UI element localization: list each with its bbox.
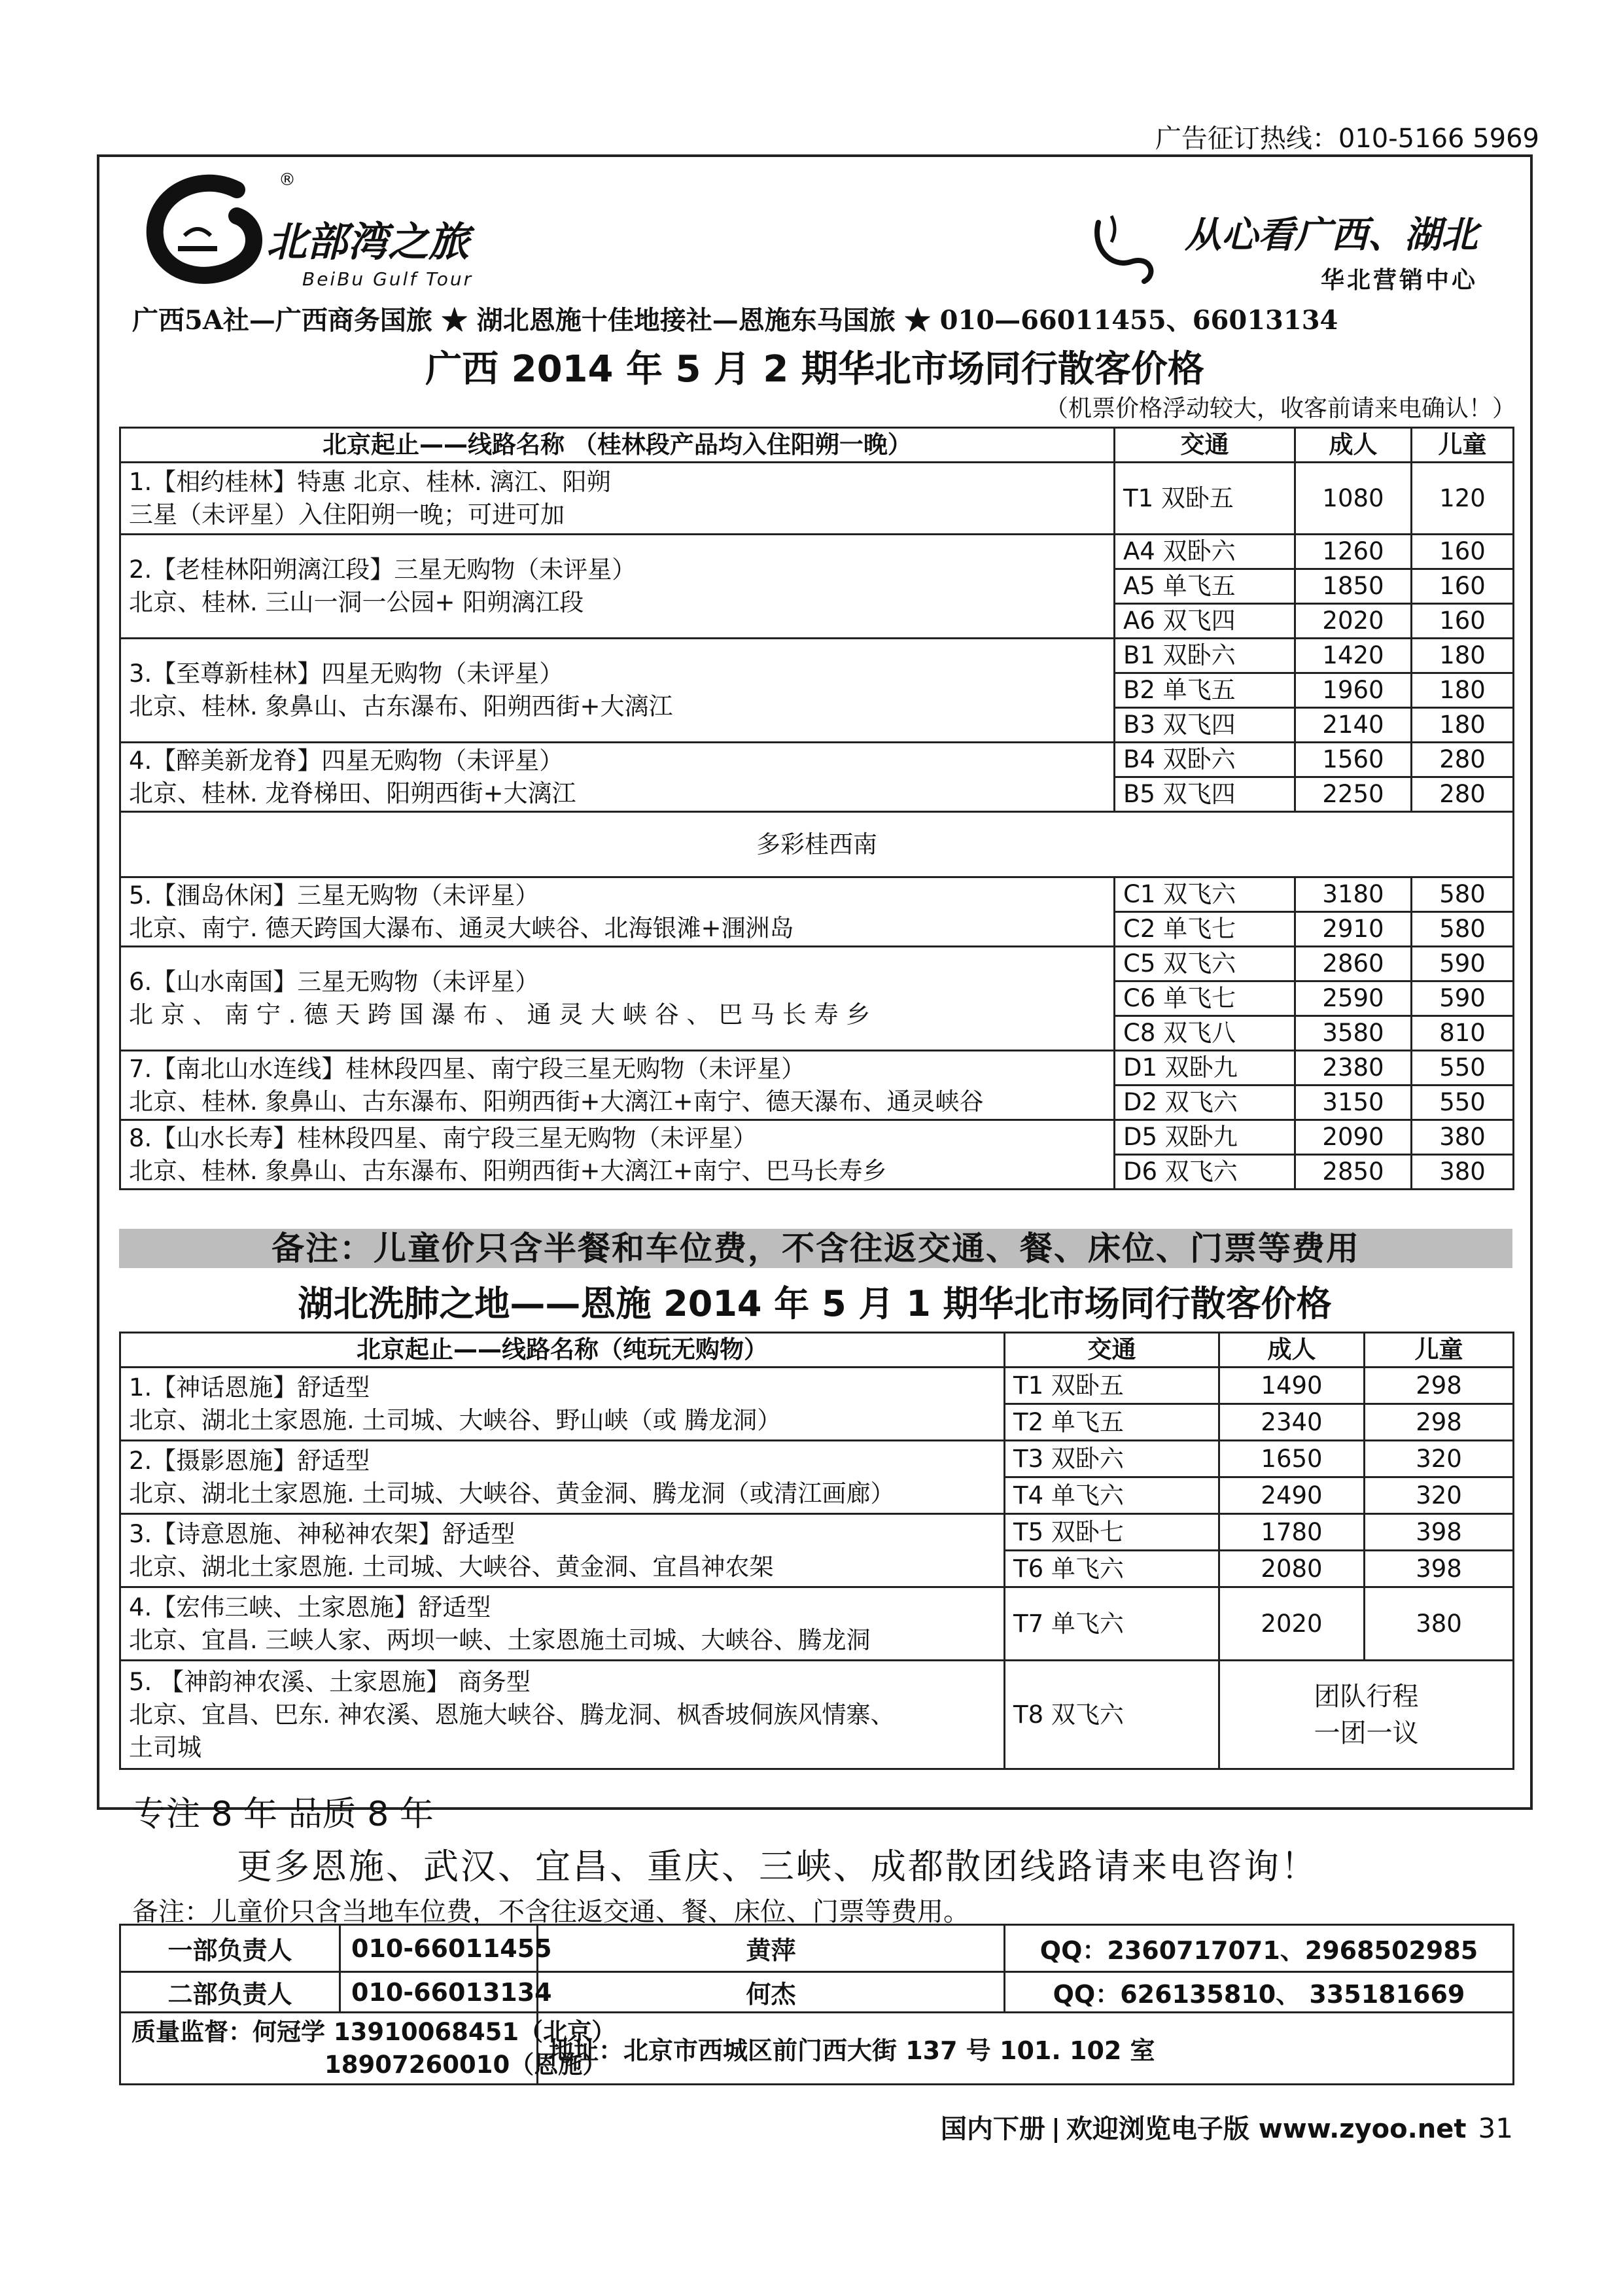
table-row [120, 1441, 1514, 1477]
child-price: 810 [1412, 1016, 1514, 1051]
table-row [120, 1514, 1514, 1551]
header-transport: 交通 [1005, 1333, 1219, 1368]
footer-text: 欢迎浏览电子版 www.zyoo.net [1066, 2114, 1467, 2144]
slogan-logo [1085, 196, 1491, 294]
route-cell: 2.【老桂林阳朔漓江段】三星无购物（未评星） 北京、桂林. 三山一洞一公园+ 阳朔漓江段 [120, 535, 1115, 639]
transport-cell: T3 双卧六 [1005, 1441, 1219, 1477]
header-transport: 交通 [1115, 428, 1295, 463]
child-price: 550 [1412, 1051, 1514, 1086]
adult-price: 2490 [1219, 1477, 1365, 1514]
header-child: 儿童 [1365, 1333, 1514, 1368]
route-cell: 2.【摄影恩施】舒适型 北京、湖北土家恩施. 土司城、大峡谷、黄金洞、腾龙洞（或清江画廊） [120, 1441, 1005, 1514]
child-price: 320 [1365, 1441, 1514, 1477]
child-price: 590 [1412, 947, 1514, 981]
transport-cell: C6 单飞七 [1115, 981, 1295, 1016]
adult-price: 2860 [1295, 947, 1412, 981]
adult-price: 1490 [1219, 1368, 1365, 1404]
route-cell: 6.【山水南国】三星无购物（未评星） 北 京 、 南 宁 . 德 天 跨 国 瀑 布 、 通 灵 大 峡 谷 、 巴 马 长 寿 乡 [120, 947, 1115, 1051]
transport-cell: D1 双卧九 [1115, 1051, 1295, 1086]
transport-cell: A5 单飞五 [1115, 569, 1295, 604]
child-price: 550 [1412, 1086, 1514, 1120]
adult-price: 2910 [1295, 912, 1412, 947]
footer-section: 国内下册 [940, 2114, 1045, 2144]
route-cell: 1.【神话恩施】舒适型 北京、湖北土家恩施. 土司城、大峡谷、野山峡（或 腾龙洞） [120, 1368, 1005, 1441]
child-price: 380 [1412, 1155, 1514, 1190]
adult-price: 2090 [1295, 1120, 1412, 1155]
child-price: 280 [1412, 743, 1514, 777]
adult-price: 3580 [1295, 1016, 1412, 1051]
slogan: 从心看广西、湖北 [1185, 213, 1478, 256]
table-row [120, 639, 1514, 673]
transport-cell: A6 双飞四 [1115, 604, 1295, 639]
contact-table [119, 1924, 1514, 2085]
adult-price: 1650 [1219, 1441, 1365, 1477]
transport-cell: T2 单飞五 [1005, 1404, 1219, 1441]
ad-hotline: 广告征订热线：010-5166 5969 [1155, 124, 1539, 154]
hubei-title: 湖北洗肺之地——恩施 2014 年 5 月 1 期华北市场同行散客价格 [298, 1283, 1332, 1324]
table-row [120, 535, 1514, 569]
section-row [120, 812, 1514, 877]
route-cell: 5.【涠岛休闲】三星无购物（未评星） 北京、南宁. 德天跨国大瀑布、通灵大峡谷、北海银滩+涠洲岛 [120, 877, 1115, 947]
contact-name: 何杰 [538, 1972, 1005, 2013]
header-adult: 成人 [1295, 428, 1412, 463]
adult-price: 2080 [1219, 1551, 1365, 1587]
section-title: 多彩桂西南 [120, 812, 1514, 877]
route-cell: 1.【相约桂林】特惠 北京、桂林. 漓江、阳朔 三星（未评星）入住阳朔一晚；可进可加 [120, 463, 1115, 535]
child-price: 298 [1365, 1368, 1514, 1404]
contact-phone: 010-66011455 [340, 1925, 538, 1972]
child-price: 398 [1365, 1514, 1514, 1551]
transport-cell: T1 双卧五 [1005, 1368, 1219, 1404]
page-footer [941, 2108, 1513, 2146]
slogan-sub: 华北营销中心 [1320, 266, 1478, 294]
transport-cell: B3 双飞四 [1115, 708, 1295, 743]
transport-cell: D5 双卧九 [1115, 1120, 1295, 1155]
ad-frame [97, 154, 1533, 2079]
header-child: 儿童 [1412, 428, 1514, 463]
transport-cell: B5 双飞四 [1115, 777, 1295, 812]
adult-price: 2380 [1295, 1051, 1412, 1086]
child-price: 160 [1412, 569, 1514, 604]
child-price: 180 [1412, 708, 1514, 743]
adult-price: 1780 [1219, 1514, 1365, 1551]
guangxi-title: 广西 2014 年 5 月 2 期华北市场同行散客价格 [425, 348, 1204, 391]
quality-row [120, 2013, 1514, 2085]
table-row [120, 877, 1514, 912]
more-routes: 更多恩施、武汉、宜昌、重庆、三峡、成都散团线路请来电咨询！ [237, 1846, 1318, 1887]
contact-row [120, 1972, 1514, 2013]
table-row [120, 463, 1514, 535]
transport-cell: B4 双卧六 [1115, 743, 1295, 777]
adult-price: 2590 [1295, 981, 1412, 1016]
table-header-row [120, 428, 1514, 463]
child-price: 120 [1412, 463, 1514, 535]
transport-cell: T4 单飞六 [1005, 1477, 1219, 1514]
route-cell: 7.【南北山水连线】桂林段四星、南宁段三星无购物（未评星） 北京、桂林. 象鼻山、古东瀑布、阳朔西街+大漓江+南宁、德天瀑布、通灵峡谷 [120, 1051, 1115, 1120]
hubei-remark: 备注：儿童价只含当地车位费，不含往返交通、餐、床位、门票等费用。 [132, 1897, 969, 1927]
adult-price: 1850 [1295, 569, 1412, 604]
header-route: 北京起止——线路名称（纯玩无购物） [120, 1333, 1005, 1368]
adult-price: 2140 [1295, 708, 1412, 743]
child-price: 280 [1412, 777, 1514, 812]
guangxi-price-table [119, 427, 1514, 1190]
brand-name-cn: 北部湾之旅 [266, 218, 470, 266]
table-row [120, 947, 1514, 981]
footer-divider [1055, 2118, 1057, 2143]
child-price: 380 [1365, 1587, 1514, 1661]
header-route: 北京起止——线路名称 （桂林段产品均入住阳朔一晚） [120, 428, 1115, 463]
transport-cell: T8 双飞六 [1005, 1661, 1219, 1769]
transport-cell: C8 双飞八 [1115, 1016, 1295, 1051]
route-cell: 3.【诗意恩施、神秘神农架】舒适型 北京、湖北土家恩施. 土司城、大峡谷、黄金洞、宜昌神农架 [120, 1514, 1005, 1587]
child-price: 320 [1365, 1477, 1514, 1514]
transport-cell: C2 单飞七 [1115, 912, 1295, 947]
child-price: 180 [1412, 639, 1514, 673]
contact-row [120, 1925, 1514, 1972]
route-cell: 3.【至尊新桂林】四星无购物（未评星） 北京、桂林. 象鼻山、古东瀑布、阳朔西街+大漓江 [120, 639, 1115, 743]
address: 地址：北京市西城区前门西大街 137 号 101. 102 室 [538, 2013, 1514, 2085]
child-price: 160 [1412, 535, 1514, 569]
contact-phone: 010-66013134 [340, 1972, 538, 2013]
transport-cell: T7 单飞六 [1005, 1587, 1219, 1661]
brush-circle-icon [139, 170, 270, 294]
adult-price: 2250 [1295, 777, 1412, 812]
route-cell: 4.【宏伟三峡、土家恩施】舒适型 北京、宜昌. 三峡人家、两坝一峡、土家恩施土司城、大峡谷、腾龙洞 [120, 1587, 1005, 1661]
transport-cell: D6 双飞六 [1115, 1155, 1295, 1190]
transport-cell: A4 双卧六 [1115, 535, 1295, 569]
adult-price: 2340 [1219, 1404, 1365, 1441]
contact-name: 黄萍 [538, 1925, 1005, 1972]
contact-qq: QQ：626135810、 335181669 [1005, 1972, 1514, 2013]
adult-price: 2850 [1295, 1155, 1412, 1190]
adult-price: 1420 [1295, 639, 1412, 673]
adult-price: 2020 [1295, 604, 1412, 639]
table-header-row [120, 1333, 1514, 1368]
guangxi-note: （机票价格浮动较大，收客前请来电确认！） [1044, 395, 1516, 422]
table-row [120, 1051, 1514, 1086]
transport-cell: T6 单飞六 [1005, 1551, 1219, 1587]
route-cell: 5. 【神韵神农溪、土家恩施】 商务型 北京、宜昌、巴东. 神农溪、恩施大峡谷、腾龙洞、枫香坡侗族风情寨、 土司城 [120, 1661, 1005, 1769]
brand-logo [139, 170, 597, 294]
table-row [120, 743, 1514, 777]
transport-cell: T1 双卧五 [1115, 463, 1295, 535]
adult-price: 1560 [1295, 743, 1412, 777]
transport-cell: B2 单飞五 [1115, 673, 1295, 708]
child-price: 160 [1412, 604, 1514, 639]
header-adult: 成人 [1219, 1333, 1365, 1368]
route-cell: 8.【山水长寿】桂林段四星、南宁段三星无购物（未评星） 北京、桂林. 象鼻山、古东瀑布、阳朔西街+大漓江+南宁、巴马长寿乡 [120, 1120, 1115, 1190]
adult-price: 2020 [1219, 1587, 1365, 1661]
child-price: 398 [1365, 1551, 1514, 1587]
transport-cell: C5 双飞六 [1115, 947, 1295, 981]
adult-price: 3150 [1295, 1086, 1412, 1120]
adult-price: 1260 [1295, 535, 1412, 569]
table-row [120, 1368, 1514, 1404]
route-cell: 4.【醉美新龙脊】四星无购物（未评星） 北京、桂林. 龙脊梯田、阳朔西街+大漓江 [120, 743, 1115, 812]
hubei-price-table [119, 1332, 1514, 1770]
quality-supervision: 质量监督：何冠学 13910068451（北京） 18907260010（恩施） [120, 2013, 538, 2085]
contact-role: 二部负责人 [120, 1972, 340, 2013]
transport-cell: D2 双飞六 [1115, 1086, 1295, 1120]
registered-mark: ® [279, 170, 296, 190]
adult-price: 3180 [1295, 877, 1412, 912]
table-row [120, 1661, 1514, 1769]
table-row [120, 1587, 1514, 1661]
transport-cell: C1 双飞六 [1115, 877, 1295, 912]
child-price: 180 [1412, 673, 1514, 708]
contact-qq: QQ：2360717071、2968502985 [1005, 1925, 1514, 1972]
table-row [120, 1120, 1514, 1155]
focus-slogan: 专注 8 年 品质 8 年 [132, 1795, 434, 1834]
transport-cell: T5 双卧七 [1005, 1514, 1219, 1551]
child-price: 590 [1412, 981, 1514, 1016]
child-price: 380 [1412, 1120, 1514, 1155]
child-price: 580 [1412, 912, 1514, 947]
adult-price: 1960 [1295, 673, 1412, 708]
guangxi-remark: 备注：儿童价只含半餐和车位费，不含往返交通、餐、床位、门票等费用 [119, 1229, 1512, 1268]
brand-name-en: BeiBu Gulf Tour [302, 268, 474, 290]
adult-price: 1080 [1295, 463, 1412, 535]
child-price: 580 [1412, 877, 1514, 912]
child-price: 298 [1365, 1404, 1514, 1441]
contact-role: 一部负责人 [120, 1925, 340, 1972]
brush-swirl-icon [1085, 196, 1177, 288]
team-price-cell: 团队行程 一团一议 [1219, 1661, 1514, 1769]
transport-cell: B1 双卧六 [1115, 639, 1295, 673]
agency-tagline: 广西5A社—广西商务国旅 ★ 湖北恩施十佳地接社—恩施东马国旅 ★ 010—66011455、66013134 [132, 305, 1338, 336]
page-number: 31 [1478, 2112, 1513, 2144]
